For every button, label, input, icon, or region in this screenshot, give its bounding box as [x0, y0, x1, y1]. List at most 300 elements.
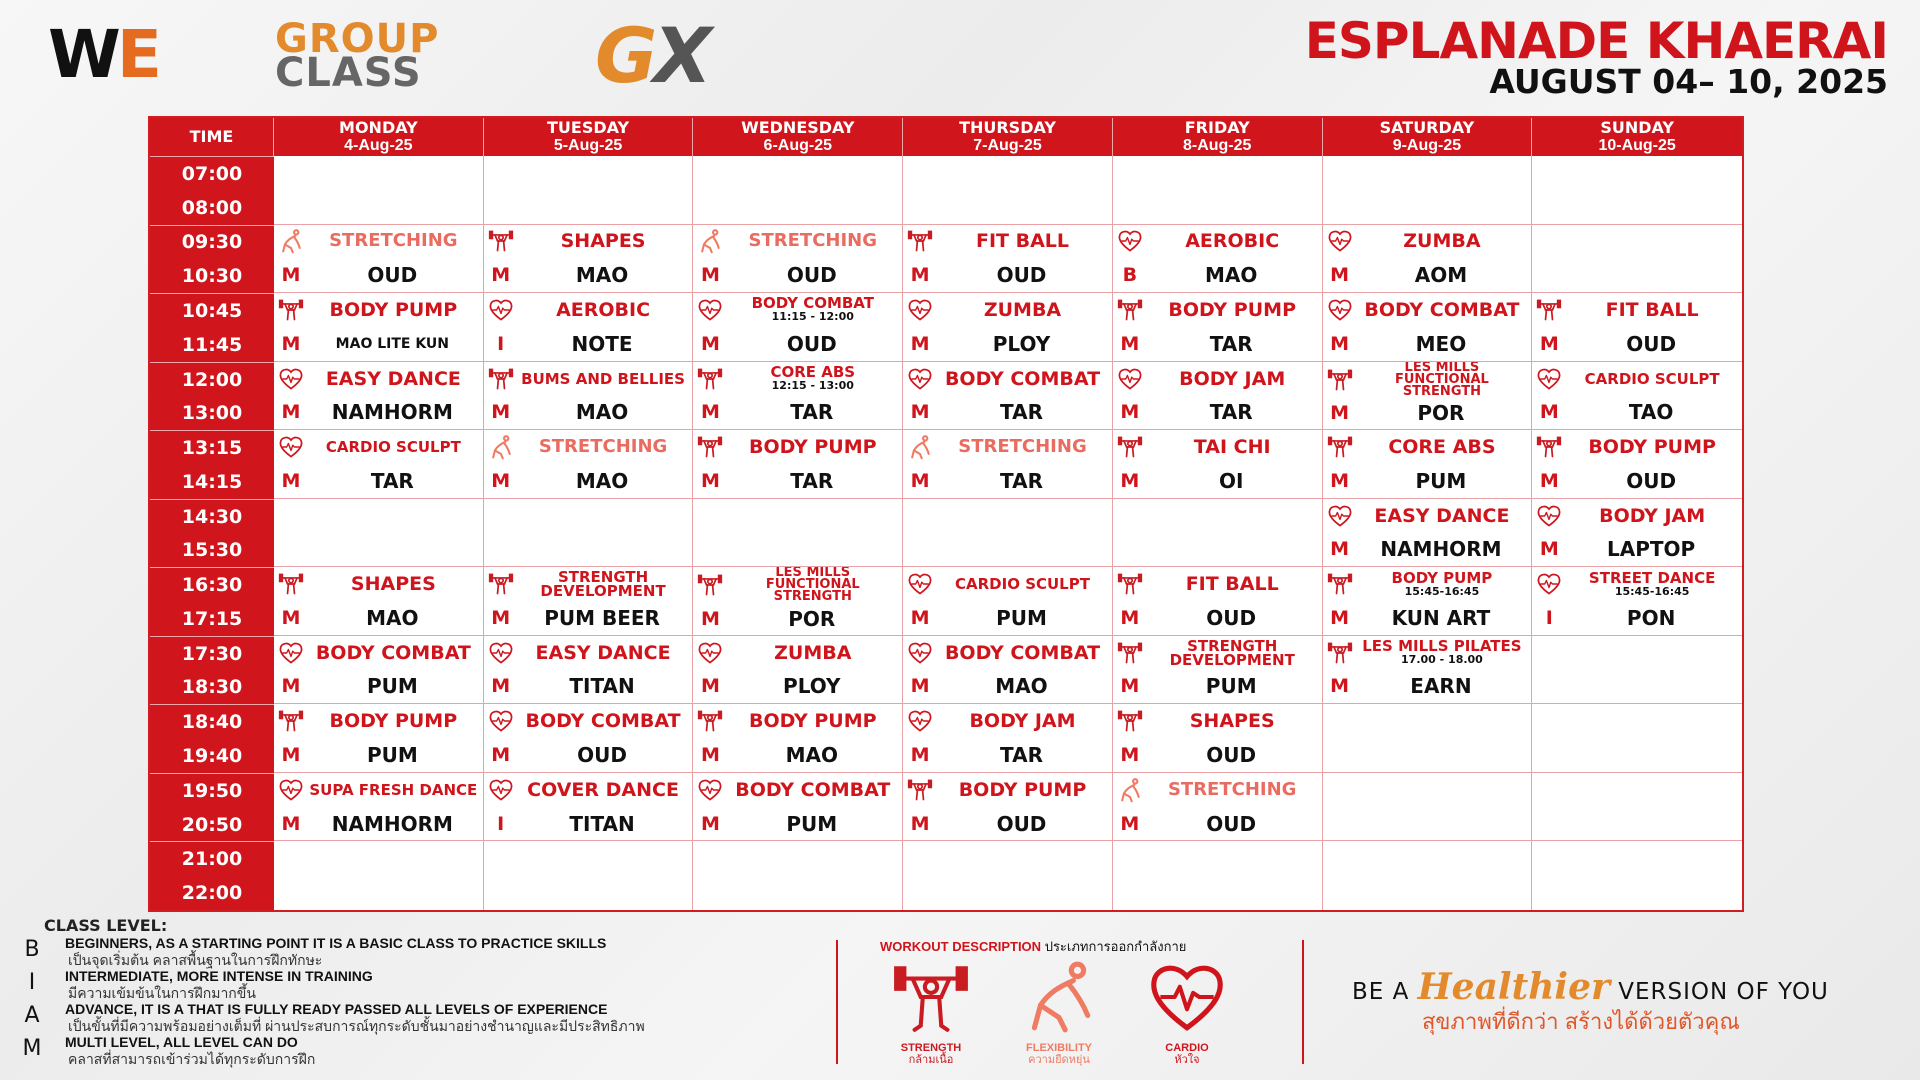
class-name: BODY COMBAT — [315, 641, 471, 664]
class-cell[interactable] — [1113, 430, 1323, 499]
empty-cell — [274, 156, 484, 225]
cardio-icon — [1532, 362, 1566, 396]
empty-cell — [1532, 841, 1742, 910]
class-level: M — [700, 744, 720, 767]
day-date: 7-Aug-25 — [973, 137, 1042, 154]
footer-divider — [836, 940, 838, 1064]
class-name: FIT BALL — [975, 230, 1069, 253]
class-name-box — [937, 704, 1112, 738]
class-name-box — [1147, 567, 1322, 601]
class-level: M — [910, 469, 930, 492]
class-cell[interactable] — [903, 293, 1113, 362]
class-level: M — [281, 264, 301, 287]
class-level: M — [1330, 675, 1350, 698]
instructor-name: OUD — [1626, 331, 1677, 356]
strength-icon — [1113, 430, 1147, 464]
class-name-box — [937, 567, 1112, 601]
class-cell[interactable] — [274, 430, 484, 499]
class-cell[interactable] — [903, 225, 1113, 294]
class-level: M — [700, 812, 720, 835]
class-level: M — [1120, 744, 1140, 767]
instructor-name: KUN ART — [1391, 605, 1491, 630]
group-class-logo — [275, 16, 440, 96]
time-slot — [150, 225, 274, 294]
cardio-icon — [693, 636, 727, 670]
class-name: CARDIO SCULPT — [1584, 369, 1720, 388]
instructor-name: TITAN — [569, 674, 635, 699]
strength-icon — [274, 704, 308, 738]
class-cell[interactable] — [1113, 293, 1323, 362]
instructor-name: PUM — [366, 743, 418, 768]
class-time: 15:45-16:45 — [1614, 584, 1690, 598]
instructor-name: POR — [1417, 401, 1465, 426]
flexibility-icon — [693, 225, 727, 259]
slot-start-time: 17:30 — [181, 642, 243, 665]
class-cell[interactable] — [274, 636, 484, 705]
empty-cell — [693, 499, 903, 568]
slot-start-time: 07:00 — [181, 162, 243, 185]
class-cell[interactable] — [693, 293, 903, 362]
class-name-box — [937, 636, 1112, 670]
class-name-box — [727, 430, 902, 464]
class-cell[interactable] — [484, 362, 694, 431]
instructor-name: OUD — [1206, 743, 1257, 768]
instructor-name: TITAN — [569, 811, 635, 836]
day-date: 4-Aug-25 — [344, 137, 413, 154]
class-cell[interactable] — [1323, 499, 1533, 568]
cardio-icon — [484, 636, 518, 670]
strength-icon — [890, 956, 972, 1038]
class-cell[interactable] — [903, 704, 1113, 773]
instructor-name: TAR — [1000, 400, 1043, 425]
class-cell[interactable] — [274, 362, 484, 431]
class-name: BODY COMBAT — [735, 778, 891, 801]
class-level: M — [281, 469, 301, 492]
class-name-box — [308, 567, 483, 601]
class-cell[interactable] — [903, 773, 1113, 842]
class-cell[interactable] — [274, 225, 484, 294]
cardio-icon — [1323, 499, 1357, 533]
class-name-box — [1357, 636, 1532, 670]
class-name-box — [1357, 567, 1532, 601]
level-description-th: มีความเข้มข้นในการฝึกมากขึ้น — [68, 985, 256, 1001]
class-cell[interactable] — [693, 225, 903, 294]
class-level: M — [281, 675, 301, 698]
class-name-box — [518, 430, 693, 464]
cardio-icon — [693, 293, 727, 327]
day-header-friday — [1113, 118, 1323, 156]
class-cell[interactable] — [484, 293, 694, 362]
class-cell[interactable] — [903, 362, 1113, 431]
class-cell[interactable] — [1532, 293, 1742, 362]
time-slot — [150, 362, 274, 431]
class-cell[interactable] — [1532, 362, 1742, 431]
slot-end-time: 18:30 — [181, 676, 243, 699]
class-cell[interactable] — [693, 567, 903, 636]
day-date: 6-Aug-25 — [763, 137, 832, 154]
level-description-th: เป็นขั้นที่มีความพร้อมอย่างเต็มที่ ผ่านประสบการณ์ทุกระดับชั้นมาอย่างชำนาญและมีประสิทธิภาพ — [68, 1018, 645, 1034]
strength-icon — [1323, 636, 1357, 670]
instructor-name: TAR — [1000, 743, 1043, 768]
class-cell[interactable] — [1113, 225, 1323, 294]
instructor-name: OUD — [577, 743, 627, 768]
venue-title: ESPLANADE KHAERAI — [1304, 12, 1888, 70]
class-cell[interactable] — [1113, 362, 1323, 431]
class-cell[interactable] — [1532, 567, 1742, 636]
cardio-icon — [274, 430, 308, 464]
class-name-box — [518, 567, 693, 601]
class-cell[interactable] — [484, 430, 694, 499]
class-level: I — [497, 812, 505, 835]
empty-cell — [693, 841, 903, 910]
class-name: STREET DANCE — [1588, 568, 1716, 587]
strength-icon — [274, 567, 308, 601]
class-name: BODY PUMP — [748, 710, 877, 733]
class-name: BODY PUMP — [329, 298, 458, 321]
class-level: M — [700, 675, 720, 698]
class-level: M — [1120, 675, 1140, 698]
instructor-name: PUM — [1415, 468, 1467, 493]
strength-icon — [1323, 362, 1357, 398]
flexibility-icon — [1113, 773, 1147, 807]
class-cell[interactable] — [1323, 636, 1533, 705]
class-name: STRETCHING — [748, 230, 878, 252]
class-name: BODY COMBAT — [944, 367, 1101, 390]
class-name: BODY PUMP — [958, 778, 1087, 801]
class-level: M — [1120, 469, 1140, 492]
class-name-box — [1357, 362, 1532, 398]
instructor-name: OUD — [367, 263, 418, 288]
instructor-name: LAPTOP — [1607, 537, 1696, 562]
class-cell[interactable] — [1323, 567, 1533, 636]
class-time: 15:45-16:45 — [1404, 584, 1480, 598]
day-name: FRIDAY — [1184, 118, 1250, 137]
empty-cell — [484, 156, 694, 225]
class-level: M — [1539, 538, 1559, 561]
class-name: BODY PUMP — [748, 436, 877, 459]
slot-end-time: 15:30 — [181, 539, 243, 562]
instructor-name: MAO — [575, 263, 629, 288]
class-name: AEROBIC — [1185, 230, 1280, 253]
class-cell[interactable] — [1323, 430, 1533, 499]
cardio-icon — [1146, 956, 1228, 1038]
class-level: M — [700, 469, 720, 492]
workout-description-title: WORKOUT DESCRIPTION ประเภทการออกกำลังกาย — [880, 939, 1187, 954]
day-name: WEDNESDAY — [741, 118, 855, 137]
slot-start-time: 16:30 — [181, 574, 243, 597]
class-cell[interactable] — [903, 636, 1113, 705]
class-name: CARDIO SCULPT — [325, 438, 461, 457]
instructor-name: PLOY — [783, 674, 841, 699]
strength-icon — [484, 362, 518, 396]
class-name-box — [1566, 567, 1742, 601]
slot-start-time: 09:30 — [181, 231, 243, 254]
class-name: BODY JAM — [969, 710, 1076, 733]
empty-cell — [1323, 704, 1533, 773]
class-name-box — [1147, 293, 1322, 327]
class-cell[interactable] — [903, 567, 1113, 636]
legend-row-i — [20, 968, 820, 1001]
class-level: M — [1330, 606, 1350, 629]
time-slot — [150, 567, 274, 636]
class-name-box — [937, 430, 1112, 464]
class-name: STRENGTH DEVELOPMENT — [1169, 636, 1295, 669]
class-name-box — [518, 704, 693, 738]
instructor-name: TAR — [1000, 468, 1043, 493]
class-level: M — [491, 675, 511, 698]
cardio-icon — [484, 293, 518, 327]
class-cell[interactable] — [484, 704, 694, 773]
empty-cell — [484, 499, 694, 568]
empty-cell — [1532, 704, 1742, 773]
instructor-name: NAMHORM — [1380, 537, 1502, 562]
class-level: I — [497, 332, 505, 355]
class-cell[interactable] — [1113, 704, 1323, 773]
class-name: STRETCHING — [1167, 778, 1297, 800]
day-header-thursday — [903, 118, 1113, 156]
legend-row-b — [20, 935, 820, 968]
strength-icon — [1113, 293, 1147, 327]
class-name: SHAPES — [1189, 710, 1275, 733]
class-name: BODY PUMP — [329, 710, 458, 733]
flexibility-icon — [274, 225, 308, 259]
instructor-name: TAR — [1209, 331, 1253, 356]
class-level: M — [491, 744, 511, 767]
instructor-name: MAO — [1205, 263, 1258, 288]
class-name: ZUMBA — [774, 641, 852, 664]
class-time: 17.00 - 18.00 — [1401, 653, 1483, 667]
level-description-th: คลาสที่สามารถเข้าร่วมได้ทุกระดับการฝึก — [68, 1051, 316, 1067]
class-name: COVER DANCE — [527, 778, 679, 801]
class-name-box — [937, 293, 1112, 327]
class-level: M — [1120, 332, 1140, 355]
instructor-name: MAO — [995, 674, 1048, 699]
class-cell[interactable] — [484, 225, 694, 294]
empty-cell — [1532, 225, 1742, 294]
class-level: M — [910, 812, 930, 835]
day-header-tuesday — [484, 118, 694, 156]
instructor-name: TAR — [790, 468, 834, 493]
class-name: TAI CHI — [1193, 436, 1271, 459]
class-level: B — [1122, 264, 1138, 287]
class-name-box — [308, 362, 483, 396]
strength-icon — [484, 567, 518, 601]
class-cell[interactable] — [274, 773, 484, 842]
class-name: BODY COMBAT — [751, 294, 874, 313]
class-cell[interactable] — [274, 567, 484, 636]
class-cell[interactable] — [484, 773, 694, 842]
legend-row-m — [20, 1034, 820, 1067]
class-name: BODY PUMP — [1391, 568, 1493, 587]
class-name-box — [727, 362, 902, 396]
logo-class-text: CLASS — [275, 50, 422, 96]
class-level: M — [910, 675, 930, 698]
class-name-box — [937, 362, 1112, 396]
strength-icon — [693, 430, 727, 464]
class-cell[interactable] — [693, 362, 903, 431]
workout-flexibility: FLEXIBILITY ความยืดหยุ่น — [1004, 956, 1114, 1066]
class-name-box — [1566, 499, 1742, 533]
empty-cell — [1113, 156, 1323, 225]
empty-cell — [274, 841, 484, 910]
class-level: M — [910, 744, 930, 767]
class-cell[interactable] — [903, 430, 1113, 499]
class-cell[interactable] — [693, 636, 903, 705]
class-time: 12:15 - 13:00 — [771, 379, 854, 392]
instructor-name: PUM — [1205, 674, 1257, 699]
cardio-icon — [1323, 225, 1357, 259]
class-cell[interactable] — [693, 773, 903, 842]
slot-end-time: 11:45 — [181, 333, 243, 356]
class-cell[interactable] — [693, 704, 903, 773]
empty-cell — [1113, 499, 1323, 568]
class-cell[interactable] — [1113, 567, 1323, 636]
day-name: SUNDAY — [1600, 118, 1674, 137]
class-name-box — [1147, 773, 1322, 807]
strength-icon — [1113, 636, 1147, 670]
strength-icon — [1323, 567, 1357, 601]
class-name-box — [308, 293, 483, 327]
day-date: 10-Aug-25 — [1598, 137, 1676, 154]
class-name-box — [727, 293, 902, 327]
class-name: CORE ABS — [770, 363, 856, 381]
instructor-name: MEO — [1415, 331, 1467, 356]
class-name: SUPA FRESH DANCE — [309, 780, 478, 799]
class-level: M — [281, 332, 301, 355]
class-level: M — [700, 264, 720, 287]
class-level: M — [700, 401, 720, 424]
time-slot — [150, 430, 274, 499]
class-name: STRETCHING — [329, 230, 458, 252]
class-cell[interactable] — [274, 293, 484, 362]
class-name: BODY JAM — [1599, 504, 1706, 527]
strength-icon — [693, 362, 727, 396]
empty-cell — [693, 156, 903, 225]
slot-start-time: 18:40 — [181, 711, 243, 734]
legend-title: CLASS LEVEL: — [44, 916, 168, 935]
class-cell[interactable] — [484, 636, 694, 705]
class-name-box — [1357, 293, 1532, 327]
class-cell[interactable] — [1323, 293, 1533, 362]
instructor-name: OUD — [996, 263, 1047, 288]
class-name-box — [518, 293, 693, 327]
empty-cell — [1532, 156, 1742, 225]
class-level: M — [1330, 264, 1350, 287]
class-cell[interactable] — [1113, 636, 1323, 705]
instructor-name: EARN — [1410, 674, 1472, 699]
class-level: M — [700, 608, 720, 631]
cardio-icon — [903, 567, 937, 601]
class-cell[interactable] — [1532, 499, 1742, 568]
class-name: FIT BALL — [1185, 573, 1279, 596]
class-name-box — [1147, 430, 1322, 464]
day-header-monday — [274, 118, 484, 156]
empty-cell — [1532, 636, 1742, 705]
class-cell[interactable] — [1532, 430, 1742, 499]
class-name: BODY COMBAT — [1364, 298, 1520, 321]
class-name-box — [937, 773, 1112, 807]
cardio-icon — [274, 362, 308, 396]
slot-end-time: 13:00 — [181, 402, 243, 425]
class-name-box — [1357, 499, 1532, 533]
class-name-box — [518, 362, 693, 396]
class-name: CORE ABS — [1388, 436, 1496, 459]
time-slot — [150, 499, 274, 568]
strength-icon — [693, 704, 727, 738]
schedule-grid — [148, 116, 1744, 912]
slot-end-time: 22:00 — [181, 882, 243, 905]
class-level: M — [1330, 332, 1350, 355]
instructor-name: NOTE — [571, 331, 633, 356]
class-level: M — [700, 332, 720, 355]
instructor-name: TAO — [1628, 400, 1674, 425]
instructor-name: OUD — [1626, 468, 1677, 493]
class-cell[interactable] — [484, 567, 694, 636]
class-cell[interactable] — [1323, 362, 1533, 431]
cardio-icon — [903, 704, 937, 738]
slot-start-time: 19:50 — [181, 779, 243, 802]
instructor-name: PUM BEER — [544, 605, 660, 630]
level-description-en: ADVANCE, IT IS A THAT IS FULLY READY PASSED ALL LEVELS OF EXPERIENCE — [65, 1001, 608, 1017]
class-name-box — [518, 773, 693, 807]
instructor-name: OUD — [1206, 605, 1257, 630]
level-description-th: เป็นจุดเริ่มต้น คลาสพื้นฐานในการฝึกทักษะ — [68, 952, 323, 968]
legend-row-a — [20, 1001, 820, 1034]
class-name: CARDIO SCULPT — [955, 575, 1090, 594]
class-name: BODY PUMP — [1168, 298, 1296, 321]
day-name: TUESDAY — [547, 118, 630, 137]
workout-strength: STRENGTH กล้ามเนื้อ — [876, 956, 986, 1066]
level-description-en: INTERMEDIATE, MORE INTENSE IN TRAINING — [65, 968, 373, 984]
class-cell[interactable] — [1113, 773, 1323, 842]
day-date: 8-Aug-25 — [1182, 137, 1252, 154]
slot-end-time: 17:15 — [181, 607, 243, 630]
class-cell[interactable] — [274, 704, 484, 773]
level-letter: A — [24, 1003, 40, 1028]
class-name: EASY DANCE — [325, 367, 461, 390]
class-name: STRETCHING — [538, 436, 668, 458]
class-name-box — [1566, 362, 1742, 396]
instructor-name: POR — [788, 607, 836, 632]
class-cell[interactable] — [693, 430, 903, 499]
class-name-box — [727, 773, 902, 807]
instructor-name: MAO — [785, 743, 838, 768]
strength-icon — [1113, 567, 1147, 601]
instructor-name: TAR — [1209, 400, 1253, 425]
day-name: MONDAY — [339, 118, 418, 137]
gx-logo: GX — [595, 11, 708, 100]
time-slot — [150, 773, 274, 842]
class-name-box — [937, 225, 1112, 259]
flexibility-icon — [903, 430, 937, 464]
day-date: 9-Aug-25 — [1392, 137, 1462, 154]
strength-icon — [484, 225, 518, 259]
level-letter: B — [24, 937, 40, 962]
instructor-name: TAR — [370, 468, 414, 493]
class-level: M — [281, 401, 301, 424]
empty-cell — [484, 841, 694, 910]
class-level: M — [1330, 469, 1350, 492]
instructor-name: NAMHORM — [331, 811, 453, 836]
class-cell[interactable] — [1323, 225, 1533, 294]
workout-cardio: CARDIO หัวใจ — [1132, 956, 1242, 1066]
day-name: THURSDAY — [959, 118, 1056, 137]
footer-divider — [1302, 940, 1304, 1064]
instructor-name: NAMHORM — [331, 400, 453, 425]
instructor-name: MAO — [366, 605, 419, 630]
class-name: SHAPES — [560, 230, 646, 253]
class-time: 11:15 - 12:00 — [771, 310, 854, 324]
